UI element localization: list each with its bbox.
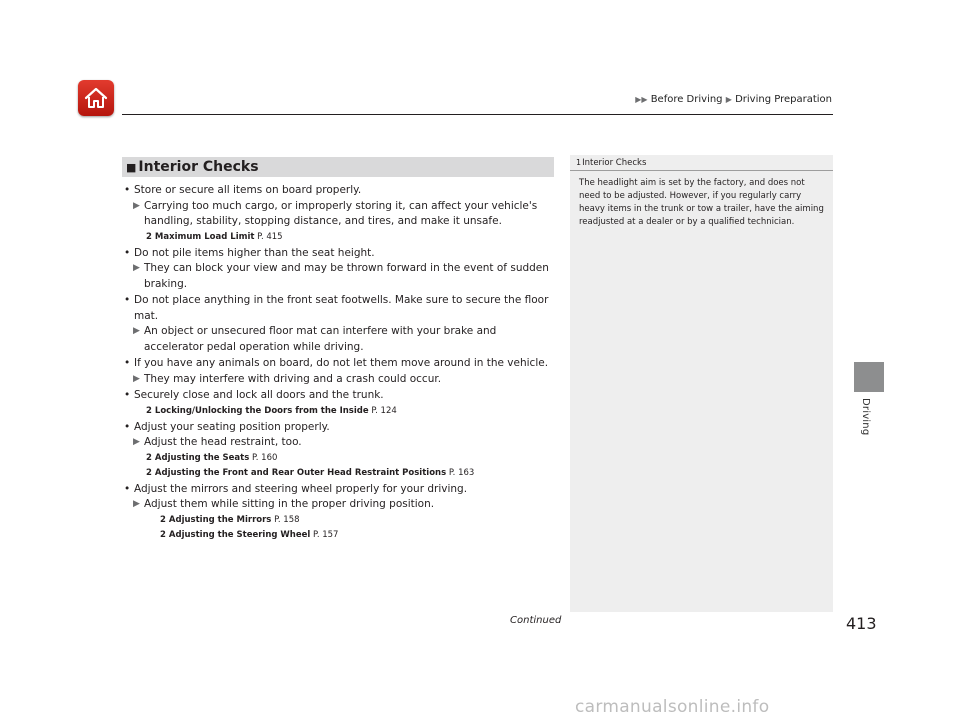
cross-reference-link[interactable] (122, 230, 554, 245)
chapter-tab-label: Driving (860, 398, 871, 436)
bullet-icon: • (124, 420, 131, 433)
list-item-text: Securely close and lock all doors and the trunk. (134, 389, 384, 401)
sub-point-text: An object or unsecured floor mat can interfere with your brake and accelerator pedal operation while driving. (144, 325, 497, 353)
home-icon (83, 85, 109, 111)
breadcrumb-item-before-driving[interactable]: Before Driving (650, 94, 723, 105)
page-number: 413 (846, 614, 877, 633)
main-content (122, 157, 554, 543)
bullet-icon: • (124, 294, 131, 306)
cross-reference-page: P. 157 (313, 529, 339, 540)
breadcrumb-arrow-icon: ▶▶ (635, 95, 648, 104)
cross-reference-page: P. 163 (448, 467, 475, 478)
cross-reference-icon: 2 (160, 514, 166, 525)
continued-label: Continued (510, 615, 562, 626)
bullet-icon: • (124, 184, 131, 196)
cross-reference-icon: 2 (160, 529, 166, 540)
list-item (122, 388, 554, 404)
sidebar-note-body: The headlight aim is set by the factory, and does not need to be adjusted. However, if you regularly carry heavy items in the trunk or tow a trailer, have the aiming readjusted at a dealer or by a qualified technician. (579, 178, 824, 227)
breadcrumb (635, 94, 832, 105)
bullet-icon: • (124, 482, 131, 495)
bullet-icon: • (124, 389, 131, 401)
list-item-text: Do not pile items higher than the seat height. (134, 246, 375, 259)
sub-point-text: Carrying too much cargo, or improperly storing it, can affect your vehicle's handling, stability, stopping distance, and tires, and make it unsafe. (144, 199, 538, 227)
cross-reference-title: Locking/Unlocking the Doors from the Inside (154, 405, 369, 416)
sub-point-arrow-icon: ▶ (133, 373, 140, 384)
home-button[interactable] (78, 80, 114, 116)
sub-point (122, 372, 554, 388)
watermark: carmanualsonline.info (575, 697, 770, 717)
list-item-text: Do not place anything in the front seat footwells. Make sure to secure the floor mat. (134, 294, 549, 322)
list-item (122, 482, 554, 498)
cross-reference-page: P. 124 (371, 405, 397, 416)
sub-point (122, 324, 554, 355)
section-title: Interior Checks (138, 159, 259, 175)
sub-point (122, 497, 554, 513)
sidebar-note (570, 155, 833, 612)
note-reference-icon: 1 (576, 158, 582, 167)
list-item (122, 356, 554, 372)
list-item-text: Store or secure all items on board properly. (134, 184, 362, 196)
cross-reference-link[interactable] (122, 451, 554, 466)
sub-point-text: Adjust them while sitting in the proper driving position. (144, 498, 435, 510)
sub-point-arrow-icon: ▶ (133, 326, 140, 336)
sub-point-text: Adjust the head restraint, too. (144, 436, 302, 448)
cross-reference-page: P. 158 (274, 514, 300, 525)
cross-reference-icon: 2 (146, 231, 152, 242)
check-list (122, 183, 554, 543)
cross-reference-link[interactable] (122, 513, 554, 528)
cross-reference-title: Maximum Load Limit (154, 231, 255, 242)
cross-reference-icon: 2 (146, 467, 152, 478)
cross-reference-title: Adjusting the Steering Wheel (168, 529, 311, 540)
bullet-icon: • (124, 246, 131, 259)
sub-point (122, 435, 554, 451)
sub-point-arrow-icon: ▶ (133, 263, 140, 273)
cross-reference-page: P. 415 (257, 231, 283, 242)
breadcrumb-item-driving-preparation[interactable]: Driving Preparation (735, 94, 832, 105)
header-divider (122, 114, 833, 115)
bullet-icon: • (124, 357, 131, 369)
section-square-icon: ■ (126, 161, 137, 174)
cross-reference-icon: 2 (146, 405, 152, 416)
list-item-text: Adjust your seating position properly. (134, 420, 330, 433)
sidebar-note-title: Interior Checks (582, 158, 647, 168)
cross-reference-page: P. 160 (251, 452, 278, 463)
list-item-text: Adjust the mirrors and steering wheel properly for your driving. (134, 482, 468, 495)
sub-point-arrow-icon: ▶ (133, 437, 140, 447)
sub-point-text: They may interfere with driving and a crash could occur. (144, 372, 442, 385)
cross-reference-title: Adjusting the Front and Rear Outer Head Restraint Positions (154, 467, 447, 478)
sub-point (122, 199, 554, 230)
cross-reference-link[interactable] (122, 466, 554, 481)
list-item (122, 293, 554, 324)
sub-point (122, 261, 554, 292)
cross-reference-icon: 2 (146, 452, 152, 463)
cross-reference-link[interactable] (122, 528, 554, 543)
list-item-text: If you have any animals on board, do not let them move around in the vehicle. (134, 357, 549, 369)
sub-point-text: They can block your view and may be thrown forward in the event of sudden braking. (144, 262, 549, 290)
sub-point-arrow-icon: ▶ (133, 499, 140, 509)
sub-point-arrow-icon: ▶ (133, 200, 140, 211)
section-header (122, 157, 554, 177)
sidebar-note-header (570, 155, 833, 171)
chapter-tab[interactable] (854, 362, 884, 392)
cross-reference-link[interactable] (122, 404, 554, 419)
list-item (122, 183, 554, 199)
cross-reference-title: Adjusting the Mirrors (168, 514, 272, 525)
cross-reference-title: Adjusting the Seats (154, 452, 250, 463)
breadcrumb-arrow-icon: ▶ (725, 95, 732, 104)
list-item (122, 246, 554, 262)
list-item (122, 420, 554, 436)
